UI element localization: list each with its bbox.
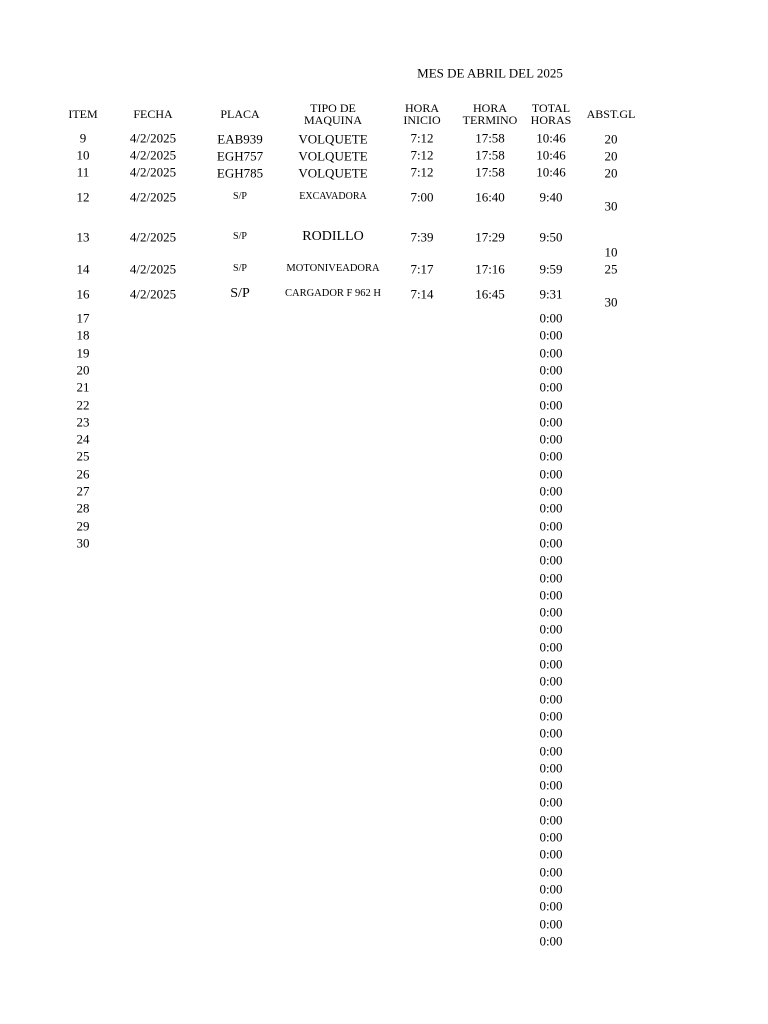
cell-item: 9 [79,130,87,146]
empty-row-total: 0:00 [539,725,563,741]
header-hora-termino: HORA TERMINO [462,101,518,127]
cell-total-horas: 9:59 [539,261,563,277]
empty-row-total: 0:00 [539,777,563,793]
empty-row-total: 0:00 [539,760,563,776]
cell-hora-termino: 16:40 [475,189,505,205]
empty-row-total: 0:00 [539,639,563,655]
cell-tipo-maquina: MOTONIVEADORA [286,262,380,274]
cell-placa: EAB939 [217,131,263,147]
empty-row-item: 27 [76,483,90,499]
cell-placa: EGH757 [216,148,264,164]
empty-row-total: 0:00 [539,812,563,828]
empty-row-item: 26 [76,466,90,482]
cell-hora-termino: 17:29 [475,229,505,245]
cell-fecha: 4/2/2025 [129,261,177,277]
empty-row-item: 29 [76,518,90,534]
empty-row-total: 0:00 [539,327,563,343]
cell-abst-gl: 20 [604,148,618,164]
cell-total-horas: 9:50 [539,229,563,245]
empty-row-total: 0:00 [539,604,563,620]
cell-hora-termino: 17:58 [475,147,505,163]
cell-item: 13 [76,229,90,245]
empty-row-total: 0:00 [539,414,563,430]
empty-row-total: 0:00 [539,656,563,672]
empty-row-item: 22 [76,397,90,412]
cell-placa: EGH785 [216,165,264,181]
cell-hora-termino: 17:58 [475,164,505,180]
empty-row-total: 0:00 [539,362,563,378]
cell-item: 14 [76,261,90,277]
empty-row-item: 24 [76,431,90,447]
cell-item: 11 [76,164,90,180]
cell-hora-inicio: 7:39 [410,229,434,245]
empty-row-total: 0:00 [539,518,563,534]
sheet-title: MES DE ABRIL DEL 2025 [417,65,563,81]
empty-row-item: 28 [76,500,90,516]
cell-fecha: 4/2/2025 [129,164,177,180]
cell-hora-termino: 16:45 [475,286,505,302]
cell-abst-gl: 30 [604,198,618,214]
cell-hora-inicio: 7:12 [410,164,434,180]
cell-tipo-maquina: RODILLO [302,229,364,244]
cell-fecha: 4/2/2025 [129,286,177,302]
cell-hora-termino: 17:16 [475,261,505,277]
cell-hora-inicio: 7:00 [410,189,434,205]
cell-hora-inicio: 7:12 [410,147,434,163]
empty-row-total: 0:00 [539,466,563,482]
header-abst-gl: ABST.GL [586,107,636,121]
empty-row-total: 0:00 [539,570,563,585]
cell-tipo-maquina: EXCAVADORA [299,191,367,202]
cell-total-horas: 9:40 [539,189,563,205]
cell-tipo-maquina: CARGADOR F 962 H [285,287,381,299]
cell-tipo-maquina: VOLQUETE [298,165,368,181]
cell-abst-gl: 10 [604,244,618,260]
empty-row-item: 21 [76,379,90,395]
empty-row-item: 18 [76,327,90,343]
empty-row-total: 0:00 [539,431,563,447]
cell-abst-gl: 25 [604,261,618,277]
cell-abst-gl: 20 [604,165,618,181]
empty-row-total: 0:00 [539,846,563,862]
empty-row-total: 0:00 [539,673,563,689]
cell-abst-gl: 20 [604,131,618,147]
cell-fecha: 4/2/2025 [129,130,177,146]
cell-tipo-maquina: VOLQUETE [298,148,368,164]
empty-row-total: 0:00 [539,345,563,361]
cell-fecha: 4/2/2025 [129,189,177,205]
empty-row-total: 0:00 [539,829,563,845]
cell-fecha: 4/2/2025 [129,229,177,245]
header-tipo-maquina: TIPO DE MAQUINA [304,101,362,127]
cell-fecha: 4/2/2025 [129,147,177,163]
cell-total-horas: 10:46 [536,147,566,163]
cell-hora-inicio: 7:12 [410,130,434,146]
cell-placa: S/P [233,231,247,242]
empty-row-total: 0:00 [539,500,563,516]
cell-tipo-maquina: VOLQUETE [298,131,368,147]
cell-total-horas: 9:31 [539,286,563,302]
empty-row-total: 0:00 [539,397,563,412]
cell-total-horas: 10:46 [536,164,566,180]
empty-row-total: 0:00 [539,621,563,637]
cell-abst-gl: 30 [604,294,618,310]
cell-placa: S/P [233,263,247,274]
header-hora-inicio: HORA INICIO [403,101,441,127]
empty-row-item: 25 [76,448,90,464]
empty-row-total: 0:00 [539,448,563,464]
header-total-horas: TOTAL HORAS [530,101,572,127]
empty-row-total: 0:00 [539,933,563,949]
header-fecha: FECHA [133,107,173,121]
empty-row-total: 0:00 [539,898,563,914]
empty-row-total: 0:00 [539,691,563,707]
empty-row-item: 19 [76,345,90,361]
empty-row-total: 0:00 [539,535,563,551]
cell-total-horas: 10:46 [536,130,566,146]
empty-row-total: 0:00 [539,794,563,810]
cell-placa: S/P [230,286,250,301]
empty-row-total: 0:00 [539,708,563,724]
empty-row-total: 0:00 [539,864,563,880]
empty-row-total: 0:00 [539,881,563,897]
empty-row-total: 0:00 [539,743,563,758]
cell-item: 12 [76,189,90,205]
cell-item: 10 [76,147,90,163]
empty-row-total: 0:00 [539,916,563,931]
cell-item: 16 [76,286,90,302]
empty-row-item: 20 [76,362,90,378]
empty-row-total: 0:00 [539,483,563,499]
cell-hora-inicio: 7:17 [410,261,434,277]
empty-row-item: 23 [76,414,90,430]
header-placa: PLACA [220,107,260,121]
empty-row-item: 30 [76,535,90,551]
empty-row-total: 0:00 [539,379,563,395]
cell-hora-inicio: 7:14 [410,286,434,302]
cell-hora-termino: 17:58 [475,130,505,146]
empty-row-total: 0:00 [539,552,563,568]
header-item: ITEM [68,107,98,121]
cell-placa: S/P [233,191,247,202]
empty-row-total: 0:00 [539,587,563,603]
empty-row-total: 0:00 [539,310,563,326]
empty-row-item: 17 [76,310,90,326]
